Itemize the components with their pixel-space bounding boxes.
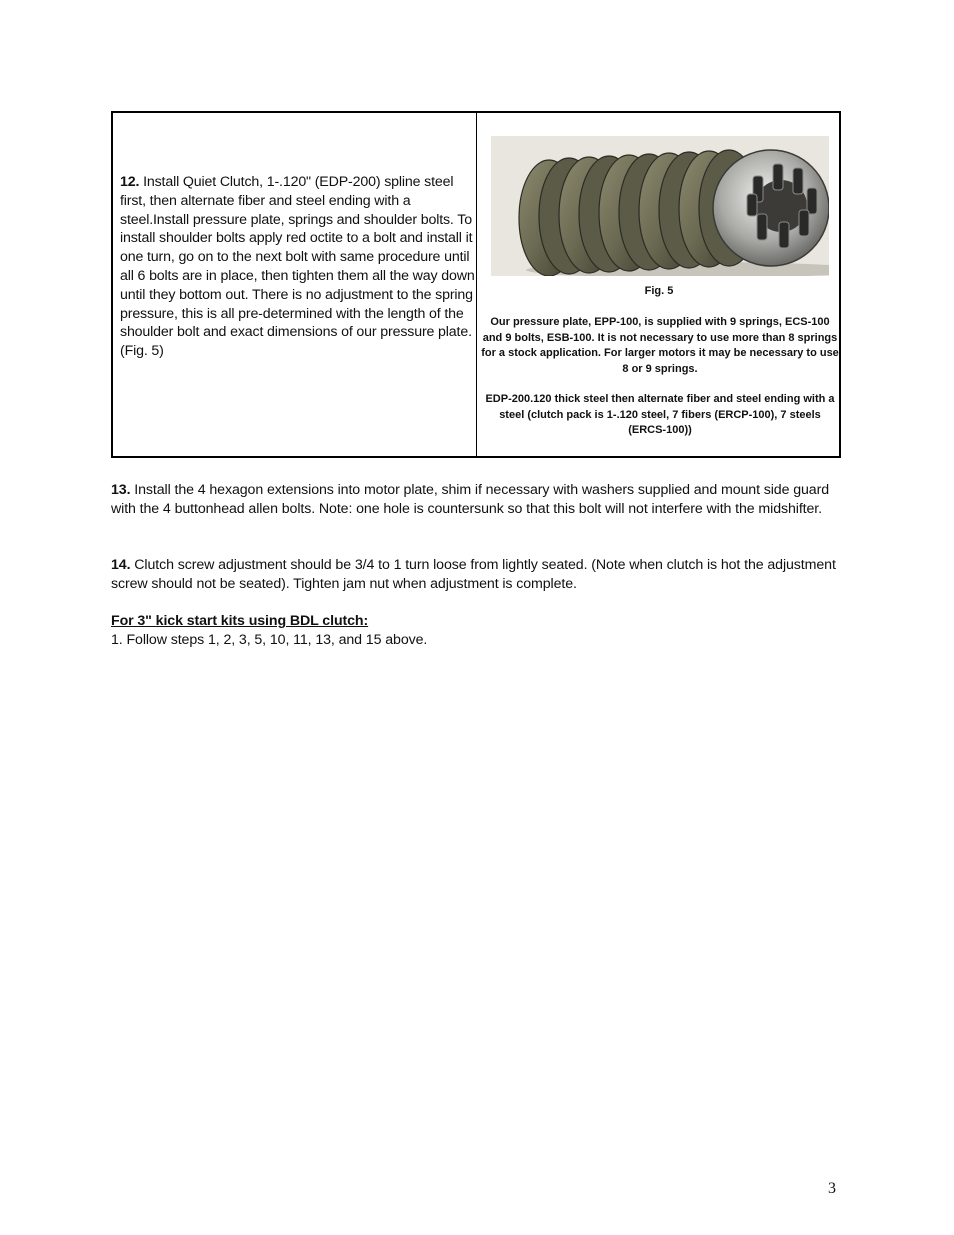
kick-start-item-1: 1. Follow steps 1, 2, 3, 5, 10, 11, 13, and 15 above. xyxy=(111,632,428,648)
clutch-pack-photo xyxy=(491,136,829,276)
clutch-pack-illustration xyxy=(491,136,829,276)
step-14 xyxy=(111,556,843,594)
step-13-body: Install the 4 hexagon extensions into motor plate, shim if necessary with washers supplied and mount side guard with the 4 buttonhead allen bolts. Note: one hole is countersunk so that this bolt will not interfere with the midshifter. xyxy=(111,482,830,517)
page-number: 3 xyxy=(828,1180,836,1197)
step-14-number: 14. xyxy=(111,557,131,573)
figure-caption-clutch-pack: EDP-200.120 thick steel then alternate fiber and steel ending with a steel (clutch pack is 1-.120 steel, 7 fibers (ERCP-100), 7 steels (ERCS-100)) xyxy=(485,393,835,436)
figure-label: Fig. 5 xyxy=(644,285,674,297)
step-14-body: Clutch screw adjustment should be 3/4 to 1 turn loose from lightly seated. (Note when clutch is hot the adjustment screw should not be seated). Tighten jam nut when adjustment is complete. xyxy=(111,557,836,592)
figure-caption-pressure-plate: Our pressure plate, EPP-100, is supplied with 9 springs, ECS-100 and 9 bolts, ESB-100. It is not necessary to use more than 8 springs for a stock application. For larger motors it may be necessary to use 8 or 9 springs. xyxy=(481,316,839,375)
step-12-table xyxy=(111,111,841,458)
step-12-text xyxy=(120,173,482,361)
step-12-body: Install Quiet Clutch, 1-.120" (EDP-200) spline steel first, then alternate fiber and steel ending with a steel.Install pressure plate, springs and shoulder bolts. To install shoulder bolts apply red octite to a bolt and install it one turn, go on to the next bolt with same procedure until all 6 bolts are in place, then tighten them all the way down until they bottom out. There is no adjustment to the spring pressure, this is all pre-determined with the length of the shoulder bolt and exact dimensions of our pressure plate. (Fig. 5) xyxy=(120,174,475,360)
step-12-number: 12. xyxy=(120,174,140,190)
step-13 xyxy=(111,481,843,519)
kick-start-heading: For 3" kick start kits using BDL clutch: xyxy=(111,613,369,629)
step-13-number: 13. xyxy=(111,482,131,498)
